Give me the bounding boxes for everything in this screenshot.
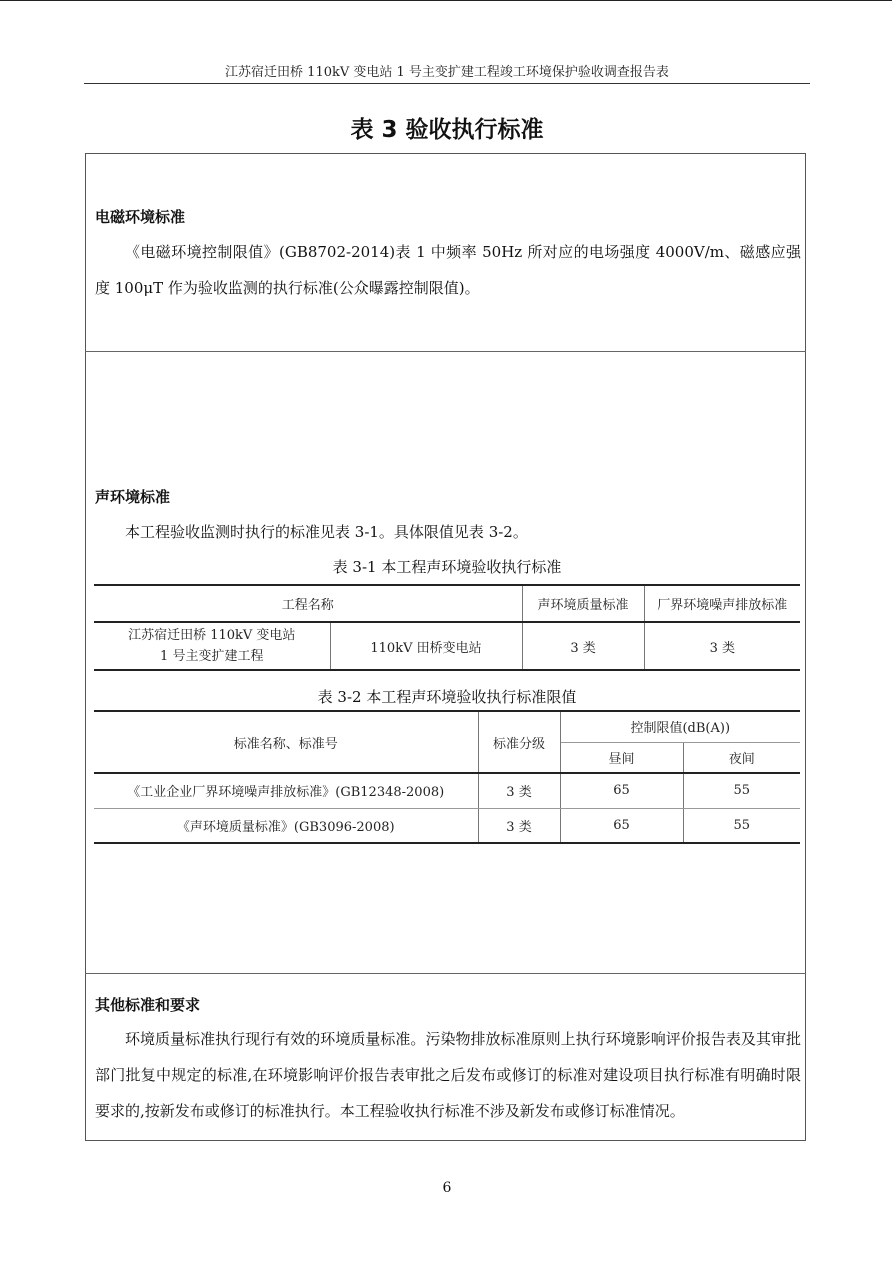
table-header-project-name: 工程名称 xyxy=(94,585,522,622)
table-cell-quality-class: 3 类 xyxy=(522,622,644,670)
table-cell-day-limit: 65 xyxy=(560,808,683,843)
running-header: 江苏宿迁田桥 110kV 变电站 1 号主变扩建工程竣工环境保护验收调查报告表 xyxy=(225,65,669,80)
other-section-title: 其他标准和要求 xyxy=(95,996,201,1014)
table-cell-night-limit: 55 xyxy=(683,773,800,808)
table-row xyxy=(94,773,800,808)
em-section-body: 《电磁环境控制限值》(GB8702-2014)表 1 中频率 50Hz 所对应的电场强度 4000V/m、磁感应强度 100μT 作为验收监测的执行标准(公众曝露控制限值)。 xyxy=(95,243,801,297)
table-header-quality-standard: 声环境质量标准 xyxy=(522,585,644,622)
top-edge-rule xyxy=(0,0,892,1)
noise-section-title: 声环境标准 xyxy=(95,488,171,506)
project-name-line-2: 1 号主变扩建工程 xyxy=(160,649,264,664)
table-3-1 xyxy=(94,584,800,671)
table-3-2 xyxy=(94,710,800,844)
table-header-limit-group: 控制限值(dB(A)) xyxy=(560,711,800,742)
table-row xyxy=(94,808,800,843)
project-name-line-1: 江苏宿迁田桥 110kV 变电站 xyxy=(128,628,296,643)
em-section-title: 电磁环境标准 xyxy=(95,208,186,226)
table-header-boundary-standard: 厂界环境噪声排放标准 xyxy=(644,585,800,622)
table-3-1-caption: 表 3-1 本工程声环境验收执行标准 xyxy=(332,558,562,576)
header-rule xyxy=(84,83,810,84)
section-divider-1 xyxy=(85,351,806,352)
section-divider-2 xyxy=(85,973,806,974)
table-cell-standard-name: 《工业企业厂界环境噪声排放标准》(GB12348-2008) xyxy=(94,773,478,808)
other-section-body: 环境质量标准执行现行有效的环境质量标准。污染物排放标准原则上执行环境影响评价报告表及其审批部门批复中规定的标准,在环境影响评价报告表审批之后发布或修订的标准对建设项目执行标准有明确时限要求的,按新发布或修订的标准执行。本工程验收执行标准不涉及新发布或修订标准情况。 xyxy=(95,1030,801,1120)
page-number: 6 xyxy=(442,1180,452,1196)
table-cell-day-limit: 65 xyxy=(560,773,683,808)
table-header-standard-name: 标准名称、标准号 xyxy=(94,711,478,773)
table-cell-boundary-class: 3 类 xyxy=(644,622,800,670)
page-title: 表 3 验收执行标准 xyxy=(350,117,544,143)
table-cell-grade: 3 类 xyxy=(478,773,560,808)
table-cell-substation: 110kV 田桥变电站 xyxy=(330,622,522,670)
table-header-night: 夜间 xyxy=(683,742,800,773)
table-3-2-caption: 表 3-2 本工程声环境验收执行标准限值 xyxy=(317,688,577,706)
table-cell-standard-name: 《声环境质量标准》(GB3096-2008) xyxy=(94,808,478,843)
noise-section-body: 本工程验收监测时执行的标准见表 3-1。具体限值见表 3-2。 xyxy=(125,523,528,541)
table-header-grade: 标准分级 xyxy=(478,711,560,773)
table-cell-grade: 3 类 xyxy=(478,808,560,843)
table-cell-project xyxy=(94,622,330,670)
table-header-day: 昼间 xyxy=(560,742,683,773)
table-cell-night-limit: 55 xyxy=(683,808,800,843)
